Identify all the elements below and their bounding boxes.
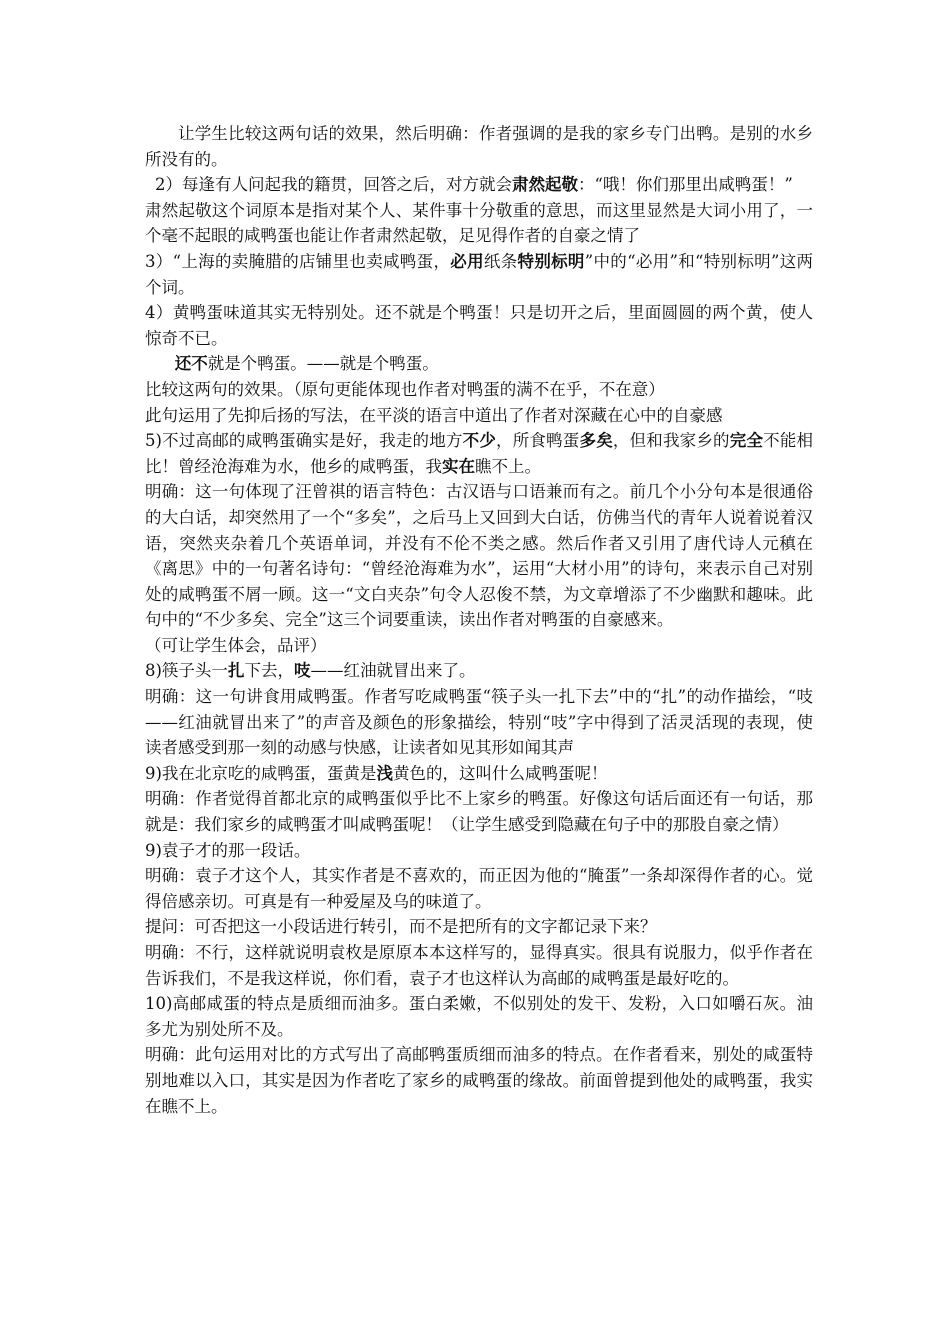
document-page	[145, 121, 813, 1119]
paragraph-4	[145, 249, 813, 300]
paragraph-6	[145, 351, 813, 377]
text-run: 9)袁子才的那一段话。	[145, 840, 311, 860]
text-run: 明确：不行，这样就说明袁枚是原原本本这样写的，显得真实。很具有说服力，似乎作者在告诉我们，不是我这样说，你们看，袁子才也这样认为高邮的咸鸭蛋是最好吃的。	[145, 943, 813, 988]
emphasis-text: 特别标明	[517, 251, 585, 271]
text-run: ——红油就冒出来了。	[310, 661, 476, 681]
emphasis-text: 实在	[442, 456, 475, 476]
text-run: 8)筷子头一	[145, 661, 228, 681]
emphasis-text: 完全	[729, 431, 764, 451]
text-run: 就是个鸭蛋。——就是个鸭蛋。	[207, 354, 439, 374]
paragraph-2	[145, 172, 813, 198]
emphasis-text: 不少	[462, 431, 497, 451]
paragraph-1	[145, 121, 813, 172]
paragraph-7	[145, 377, 813, 403]
paragraph-3	[145, 198, 813, 249]
paragraph-20	[145, 991, 813, 1042]
paragraph-12	[145, 658, 813, 684]
paragraph-14	[145, 761, 813, 787]
emphasis-text: 必用	[450, 251, 484, 271]
paragraph-8	[145, 403, 813, 429]
paragraph-15	[145, 786, 813, 837]
text-run: （可让学生体会，品评）	[145, 635, 327, 655]
text-run: 明确：此句运用对比的方式写出了高邮鸭蛋质细而油多的特点。在作者看来，别处的咸蛋特别地难以入口，其实是因为作者吃了家乡的咸鸭蛋的缘故。前面曾提到他处的咸鸭蛋，我实在瞧不上。	[145, 1045, 813, 1116]
text-run: 9)我在北京吃的咸鸭蛋，蛋黄是	[145, 763, 377, 783]
text-run: 下去，	[244, 661, 294, 681]
emphasis-text: 还不	[174, 354, 208, 374]
text-run: 不能相比！曾经沧海难为水，他乡的咸鸭蛋，我	[145, 431, 814, 476]
paragraph-9	[145, 428, 813, 479]
emphasis-text: 多矣	[579, 431, 613, 451]
text-run: 3）“上海的卖腌腊的店铺里也卖咸鸭蛋，	[145, 251, 451, 271]
text-run: 比较这两句的效果。（原句更能体现也作者对鸭蛋的满不在乎，不在意）	[145, 379, 665, 399]
text-run: 明确：袁子才这个人，其实作者是不喜欢的，而正因为他的“腌蛋”一条却深得作者的心。觉得倍感亲切。可真是有一种爱屋及乌的味道了。	[145, 866, 813, 911]
paragraph-18	[145, 914, 813, 940]
text-run: 10)高邮咸蛋的特点是质细而油多。蛋白柔嫩，不似别处的发干、发粉，入口如嚼石灰。油多尤为别处所不及。	[145, 994, 813, 1039]
emphasis-text: 肃然起敬	[512, 175, 578, 195]
text-run: 黄色的，这叫什么咸鸭蛋呢！	[392, 763, 608, 783]
paragraph-10	[145, 479, 813, 633]
emphasis-text: 吱	[293, 661, 311, 681]
text-run: 2）每逢有人问起我的籍贯，回答之后，对方就会	[155, 175, 512, 195]
text-run: ”中的“必用”和“特别标明”这两个词。	[145, 251, 814, 297]
emphasis-text: 扎	[227, 661, 245, 681]
text-run: ，所食鸭蛋	[496, 431, 580, 451]
text-run: ：“哦！你们那里出咸鸭蛋！”	[578, 175, 793, 195]
text-run: 纸条	[483, 251, 518, 271]
paragraph-16	[145, 838, 813, 864]
text-run: 明确：这一句体现了汪曾祺的语言特色：古汉语与口语兼而有之。前几个小分句本是很通俗的大白话，却突然用了一个“多矣”，之后马上又回到大白话，仿佛当代的青年人说着说着汉语，突然夹杂着几个英语单词，并没有不伦不类之感。然后作者又引用了唐代诗人元稹在《离思》中的一句著名诗句：“曾经沧海难为水”，运用“大材小用”的诗句，来表示自己对别处的咸鸭蛋不屑一顾。这一“文白夹杂”句令人忍俊不禁，为文章增添了不少幽默和趣味。此句中的“不少多矣、完全”这三个词要重读，读出作者对鸭蛋的自豪感来。	[145, 482, 813, 630]
text-run: 5)不过高邮的咸鸭蛋确实是好，我走的地方	[145, 431, 463, 451]
paragraph-13	[145, 684, 813, 761]
text-run: ，但和我家乡的	[612, 431, 730, 451]
text-run: 提问：可否把这一小段话进行转引，而不是把所有的文字都记录下来？	[145, 917, 657, 937]
paragraph-11	[145, 633, 813, 659]
paragraph-21	[145, 1042, 813, 1119]
text-run: 明确：这一句讲食用咸鸭蛋。作者写吃咸鸭蛋“筷子头一扎下去”中的“扎”的动作描绘，“吱——红油就冒出来了”的声音及颜色的形象描绘，特别“吱”字中得到了活灵活现的表现，使读者感受到那一刻的动感与快感，让读者如见其形如闻其声	[145, 687, 813, 758]
text-run: 4）黄鸭蛋味道其实无特别处。还不就是个鸭蛋！只是切开之后，里面圆圆的两个黄，使人惊奇不已。	[145, 303, 813, 348]
text-run: 肃然起敬这个词原本是指对某个人、某件事十分敬重的意思，而这里显然是大词小用了，一个毫不起眼的咸鸭蛋也能让作者肃然起敬，足见得作者的自豪之情了	[145, 200, 813, 246]
text-run: 瞧不上。	[475, 456, 541, 476]
text-run: 此句运用了先抑后扬的写法，在平淡的语言中道出了作者对深藏在心中的自豪感	[145, 405, 723, 425]
text-run: 明确：作者觉得首都北京的咸鸭蛋似乎比不上家乡的鸭蛋。好像这句话后面还有一句话，那就是：我们家乡的咸鸭蛋才叫咸鸭蛋呢！（让学生感受到隐藏在句子中的那股自豪之情）	[145, 789, 813, 835]
text-run: 让学生比较这两句话的效果，然后明确：作者强调的是我的家乡专门出鸭。是别的水乡所没有的。	[145, 124, 813, 169]
paragraph-5	[145, 300, 813, 351]
paragraph-19	[145, 940, 813, 991]
emphasis-text: 浅	[376, 763, 393, 783]
paragraph-17	[145, 863, 813, 914]
